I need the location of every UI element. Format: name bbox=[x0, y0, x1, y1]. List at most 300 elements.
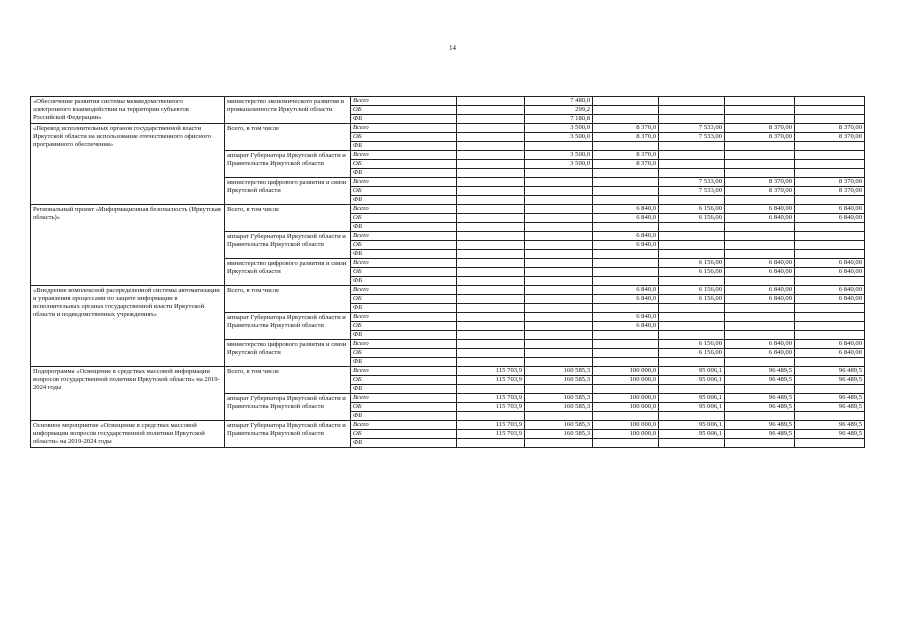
amount-cell bbox=[659, 385, 725, 394]
funding-source: Всего bbox=[351, 286, 457, 295]
amount-cell bbox=[457, 187, 525, 196]
amount-cell: 96 489,5 bbox=[795, 376, 865, 385]
amount-cell bbox=[659, 331, 725, 340]
amount-cell bbox=[525, 232, 593, 241]
row-description: Региональный проект «Информационная безопасность (Иркутская область)» bbox=[31, 205, 225, 286]
amount-cell: 6 840,00 bbox=[795, 340, 865, 349]
amount-cell: 6 840,00 bbox=[725, 349, 795, 358]
amount-cell bbox=[525, 277, 593, 286]
amount-cell bbox=[725, 97, 795, 106]
executor-cell: аппарат Губернатора Иркутской области и Правительства Иркутской области bbox=[225, 394, 351, 421]
funding-source: ОБ bbox=[351, 160, 457, 169]
amount-cell bbox=[659, 322, 725, 331]
funding-source: ОБ bbox=[351, 214, 457, 223]
amount-cell: 6 156,00 bbox=[659, 286, 725, 295]
amount-cell: 95 006,1 bbox=[659, 403, 725, 412]
funding-source: Всего bbox=[351, 340, 457, 349]
amount-cell bbox=[457, 106, 525, 115]
funding-source: ФБ bbox=[351, 250, 457, 259]
amount-cell bbox=[525, 412, 593, 421]
amount-cell bbox=[457, 160, 525, 169]
amount-cell: 8 370,00 bbox=[795, 124, 865, 133]
amount-cell: 6 840,00 bbox=[725, 295, 795, 304]
amount-cell: 3 500,0 bbox=[525, 124, 593, 133]
amount-cell: 6 840,0 bbox=[593, 313, 659, 322]
row-description: Основное мероприятие «Освещение в средствах массовой информации вопросов государственной политики Иркутской области» на 2019-2024 годы bbox=[31, 421, 225, 448]
amount-cell: 6 840,00 bbox=[795, 205, 865, 214]
amount-cell: 6 156,00 bbox=[659, 205, 725, 214]
amount-cell: 96 489,5 bbox=[725, 430, 795, 439]
amount-cell: 95 006,1 bbox=[659, 376, 725, 385]
amount-cell: 6 156,00 bbox=[659, 340, 725, 349]
amount-cell bbox=[457, 214, 525, 223]
amount-cell: 96 489,5 bbox=[795, 430, 865, 439]
amount-cell: 7 533,00 bbox=[659, 187, 725, 196]
amount-cell bbox=[795, 331, 865, 340]
amount-cell bbox=[795, 277, 865, 286]
amount-cell bbox=[525, 295, 593, 304]
amount-cell bbox=[593, 268, 659, 277]
amount-cell bbox=[525, 304, 593, 313]
funding-source: Всего bbox=[351, 232, 457, 241]
amount-cell bbox=[457, 115, 525, 124]
executor-cell: Всего, в том числе bbox=[225, 367, 351, 394]
amount-cell bbox=[457, 295, 525, 304]
amount-cell bbox=[457, 169, 525, 178]
amount-cell bbox=[659, 277, 725, 286]
amount-cell bbox=[725, 232, 795, 241]
funding-source: ОБ bbox=[351, 106, 457, 115]
row-description: «Перевод исполнительных органов государственной власти Иркутской области на использование отечественного офисного программного обеспечения» bbox=[31, 124, 225, 205]
amount-cell: 6 840,00 bbox=[795, 268, 865, 277]
amount-cell bbox=[725, 196, 795, 205]
amount-cell: 6 840,0 bbox=[593, 205, 659, 214]
funding-source: ОБ bbox=[351, 403, 457, 412]
amount-cell bbox=[457, 277, 525, 286]
funding-source: Всего bbox=[351, 205, 457, 214]
amount-cell bbox=[593, 412, 659, 421]
budget-table bbox=[30, 96, 865, 448]
executor-cell: Всего, в том числе bbox=[225, 286, 351, 313]
funding-source: Всего bbox=[351, 259, 457, 268]
funding-source: ОБ bbox=[351, 349, 457, 358]
amount-cell bbox=[457, 304, 525, 313]
amount-cell: 6 840,00 bbox=[725, 268, 795, 277]
amount-cell: 6 840,0 bbox=[593, 232, 659, 241]
funding-source: ФБ bbox=[351, 115, 457, 124]
amount-cell bbox=[525, 241, 593, 250]
amount-cell bbox=[593, 106, 659, 115]
amount-cell: 160 585,3 bbox=[525, 430, 593, 439]
amount-cell: 6 840,00 bbox=[795, 259, 865, 268]
amount-cell bbox=[725, 241, 795, 250]
amount-cell: 8 370,0 bbox=[593, 124, 659, 133]
amount-cell: 7 533,00 bbox=[659, 133, 725, 142]
amount-cell bbox=[725, 151, 795, 160]
amount-cell: 8 370,00 bbox=[725, 133, 795, 142]
amount-cell bbox=[593, 277, 659, 286]
amount-cell bbox=[659, 439, 725, 448]
amount-cell bbox=[457, 286, 525, 295]
amount-cell bbox=[525, 196, 593, 205]
amount-cell bbox=[593, 196, 659, 205]
amount-cell bbox=[525, 205, 593, 214]
amount-cell bbox=[457, 124, 525, 133]
amount-cell bbox=[725, 223, 795, 232]
executor-cell: министерство цифрового развития и связи Иркутской области bbox=[225, 178, 351, 205]
funding-source: ОБ bbox=[351, 241, 457, 250]
amount-cell bbox=[795, 304, 865, 313]
amount-cell: 8 370,00 bbox=[795, 178, 865, 187]
amount-cell bbox=[457, 250, 525, 259]
amount-cell bbox=[525, 439, 593, 448]
amount-cell: 7 480,0 bbox=[525, 97, 593, 106]
amount-cell bbox=[725, 322, 795, 331]
amount-cell: 8 370,00 bbox=[725, 124, 795, 133]
amount-cell bbox=[795, 241, 865, 250]
funding-source: ФБ bbox=[351, 169, 457, 178]
funding-source: ФБ bbox=[351, 304, 457, 313]
amount-cell: 115 703,9 bbox=[457, 376, 525, 385]
amount-cell: 6 840,0 bbox=[593, 214, 659, 223]
amount-cell bbox=[457, 268, 525, 277]
amount-cell: 115 703,9 bbox=[457, 394, 525, 403]
amount-cell: 6 840,00 bbox=[725, 205, 795, 214]
amount-cell bbox=[525, 223, 593, 232]
table-row bbox=[31, 124, 865, 133]
table-row bbox=[31, 286, 865, 295]
amount-cell bbox=[593, 142, 659, 151]
executor-cell: аппарат Губернатора Иркутской области и Правительства Иркутской области bbox=[225, 232, 351, 259]
amount-cell bbox=[593, 439, 659, 448]
amount-cell bbox=[795, 232, 865, 241]
amount-cell: 299,2 bbox=[525, 106, 593, 115]
amount-cell: 100 000,0 bbox=[593, 421, 659, 430]
table-row bbox=[31, 205, 865, 214]
amount-cell bbox=[593, 169, 659, 178]
amount-cell bbox=[795, 385, 865, 394]
amount-cell: 7 533,00 bbox=[659, 178, 725, 187]
amount-cell bbox=[659, 313, 725, 322]
amount-cell bbox=[593, 178, 659, 187]
amount-cell bbox=[725, 160, 795, 169]
amount-cell bbox=[659, 304, 725, 313]
amount-cell: 160 585,3 bbox=[525, 376, 593, 385]
amount-cell bbox=[795, 313, 865, 322]
amount-cell: 96 489,5 bbox=[795, 394, 865, 403]
amount-cell bbox=[725, 250, 795, 259]
amount-cell bbox=[593, 385, 659, 394]
executor-cell: аппарат Губернатора Иркутской области и Правительства Иркутской области bbox=[225, 421, 351, 448]
table-row bbox=[31, 367, 865, 376]
amount-cell bbox=[659, 160, 725, 169]
amount-cell bbox=[659, 169, 725, 178]
amount-cell: 7 533,00 bbox=[659, 124, 725, 133]
amount-cell bbox=[593, 304, 659, 313]
amount-cell: 100 000,0 bbox=[593, 403, 659, 412]
funding-source: ОБ bbox=[351, 430, 457, 439]
amount-cell bbox=[725, 439, 795, 448]
amount-cell: 100 000,0 bbox=[593, 376, 659, 385]
executor-cell: министерство цифрового развития и связи Иркутской области bbox=[225, 340, 351, 367]
amount-cell: 6 156,00 bbox=[659, 295, 725, 304]
funding-source: ФБ bbox=[351, 142, 457, 151]
amount-cell bbox=[457, 205, 525, 214]
amount-cell bbox=[659, 151, 725, 160]
amount-cell: 6 840,00 bbox=[795, 295, 865, 304]
amount-cell: 95 006,1 bbox=[659, 367, 725, 376]
amount-cell bbox=[795, 250, 865, 259]
amount-cell: 8 370,0 bbox=[593, 133, 659, 142]
amount-cell bbox=[457, 223, 525, 232]
amount-cell bbox=[659, 223, 725, 232]
amount-cell bbox=[525, 142, 593, 151]
funding-source: Всего bbox=[351, 421, 457, 430]
amount-cell: 8 370,0 bbox=[593, 160, 659, 169]
amount-cell bbox=[525, 178, 593, 187]
amount-cell bbox=[795, 439, 865, 448]
funding-source: Всего bbox=[351, 367, 457, 376]
amount-cell bbox=[525, 340, 593, 349]
amount-cell: 96 489,5 bbox=[795, 367, 865, 376]
amount-cell bbox=[795, 97, 865, 106]
funding-source: ОБ bbox=[351, 322, 457, 331]
page-number: 14 bbox=[449, 44, 456, 52]
amount-cell bbox=[593, 187, 659, 196]
row-description: Подпрограмма «Освещение в средствах массовой информации вопросов государственной политики Иркутской области» на 2019-2024 годы bbox=[31, 367, 225, 421]
amount-cell bbox=[795, 196, 865, 205]
table-row bbox=[31, 421, 865, 430]
amount-cell bbox=[525, 214, 593, 223]
amount-cell: 6 156,00 bbox=[659, 349, 725, 358]
amount-cell bbox=[525, 187, 593, 196]
amount-cell bbox=[659, 241, 725, 250]
amount-cell bbox=[659, 412, 725, 421]
funding-source: Всего bbox=[351, 178, 457, 187]
amount-cell: 6 840,00 bbox=[725, 340, 795, 349]
amount-cell: 6 840,0 bbox=[593, 286, 659, 295]
amount-cell bbox=[725, 169, 795, 178]
amount-cell bbox=[795, 115, 865, 124]
amount-cell bbox=[593, 97, 659, 106]
amount-cell: 160 585,3 bbox=[525, 421, 593, 430]
amount-cell: 96 489,5 bbox=[725, 421, 795, 430]
executor-cell: Всего, в том числе bbox=[225, 205, 351, 232]
funding-source: ФБ bbox=[351, 331, 457, 340]
amount-cell bbox=[725, 106, 795, 115]
amount-cell bbox=[725, 304, 795, 313]
amount-cell bbox=[795, 412, 865, 421]
amount-cell bbox=[659, 250, 725, 259]
amount-cell bbox=[725, 142, 795, 151]
funding-source: ФБ bbox=[351, 412, 457, 421]
amount-cell bbox=[457, 385, 525, 394]
funding-source: ОБ bbox=[351, 187, 457, 196]
amount-cell: 6 156,00 bbox=[659, 259, 725, 268]
amount-cell: 6 840,00 bbox=[725, 259, 795, 268]
amount-cell: 6 156,00 bbox=[659, 214, 725, 223]
amount-cell bbox=[525, 250, 593, 259]
amount-cell: 96 489,5 bbox=[795, 403, 865, 412]
funding-source: ОБ bbox=[351, 295, 457, 304]
amount-cell bbox=[659, 196, 725, 205]
funding-source: ОБ bbox=[351, 268, 457, 277]
amount-cell bbox=[659, 106, 725, 115]
amount-cell bbox=[525, 286, 593, 295]
amount-cell bbox=[725, 313, 795, 322]
amount-cell bbox=[525, 259, 593, 268]
amount-cell bbox=[725, 331, 795, 340]
amount-cell: 6 840,0 bbox=[593, 241, 659, 250]
amount-cell bbox=[525, 313, 593, 322]
executor-cell: Всего, в том числе bbox=[225, 124, 351, 151]
amount-cell bbox=[795, 106, 865, 115]
amount-cell bbox=[795, 142, 865, 151]
amount-cell: 6 840,00 bbox=[725, 286, 795, 295]
amount-cell bbox=[795, 358, 865, 367]
amount-cell bbox=[725, 358, 795, 367]
amount-cell bbox=[593, 358, 659, 367]
funding-source: ФБ bbox=[351, 439, 457, 448]
funding-source: ФБ bbox=[351, 277, 457, 286]
amount-cell bbox=[457, 313, 525, 322]
amount-cell bbox=[525, 385, 593, 394]
funding-source: ОБ bbox=[351, 376, 457, 385]
amount-cell: 8 370,00 bbox=[795, 187, 865, 196]
amount-cell bbox=[795, 223, 865, 232]
amount-cell bbox=[457, 133, 525, 142]
amount-cell: 3 500,0 bbox=[525, 160, 593, 169]
row-description: «Обеспечение развития системы межведомственного электронного взаимодействия на территории субъектов Российской Федерации» bbox=[31, 97, 225, 124]
amount-cell bbox=[525, 331, 593, 340]
amount-cell: 96 489,5 bbox=[795, 421, 865, 430]
amount-cell bbox=[457, 340, 525, 349]
funding-source: Всего bbox=[351, 151, 457, 160]
amount-cell: 160 585,3 bbox=[525, 394, 593, 403]
amount-cell bbox=[525, 169, 593, 178]
amount-cell bbox=[457, 142, 525, 151]
amount-cell bbox=[457, 358, 525, 367]
table-row bbox=[31, 97, 865, 106]
funding-source: Всего bbox=[351, 124, 457, 133]
amount-cell: 95 006,1 bbox=[659, 421, 725, 430]
amount-cell bbox=[795, 322, 865, 331]
amount-cell bbox=[659, 97, 725, 106]
amount-cell: 95 006,1 bbox=[659, 430, 725, 439]
amount-cell bbox=[525, 358, 593, 367]
amount-cell: 7 180,8 bbox=[525, 115, 593, 124]
amount-cell: 95 006,1 bbox=[659, 394, 725, 403]
row-description: «Внедрение комплексной распределенной системы автоматизации и управления процессами по защите информации в исполнительных органах государственной власти Иркутской области и подведомственных учреждениях» bbox=[31, 286, 225, 367]
amount-cell bbox=[593, 331, 659, 340]
amount-cell bbox=[593, 340, 659, 349]
amount-cell bbox=[457, 241, 525, 250]
amount-cell: 100 000,0 bbox=[593, 394, 659, 403]
amount-cell: 6 156,00 bbox=[659, 268, 725, 277]
amount-cell bbox=[659, 358, 725, 367]
amount-cell: 3 500,0 bbox=[525, 133, 593, 142]
amount-cell: 96 489,5 bbox=[725, 367, 795, 376]
funding-source: Всего bbox=[351, 313, 457, 322]
amount-cell bbox=[795, 169, 865, 178]
funding-source: ФБ bbox=[351, 385, 457, 394]
funding-source: ОБ bbox=[351, 133, 457, 142]
amount-cell: 100 000,0 bbox=[593, 430, 659, 439]
funding-source: Всего bbox=[351, 394, 457, 403]
amount-cell bbox=[457, 412, 525, 421]
amount-cell bbox=[659, 142, 725, 151]
amount-cell bbox=[593, 115, 659, 124]
amount-cell: 8 370,00 bbox=[725, 187, 795, 196]
amount-cell bbox=[457, 232, 525, 241]
amount-cell: 6 840,0 bbox=[593, 322, 659, 331]
amount-cell bbox=[457, 178, 525, 187]
amount-cell bbox=[457, 97, 525, 106]
amount-cell: 115 703,9 bbox=[457, 430, 525, 439]
amount-cell bbox=[795, 151, 865, 160]
amount-cell bbox=[457, 331, 525, 340]
amount-cell bbox=[725, 412, 795, 421]
amount-cell: 115 703,9 bbox=[457, 403, 525, 412]
amount-cell: 96 489,5 bbox=[725, 403, 795, 412]
executor-cell: аппарат Губернатора Иркутской области и Правительства Иркутской области bbox=[225, 313, 351, 340]
amount-cell: 115 703,9 bbox=[457, 421, 525, 430]
executor-cell: министерство цифрового развития и связи Иркутской области bbox=[225, 259, 351, 286]
funding-source: ФБ bbox=[351, 223, 457, 232]
amount-cell bbox=[593, 349, 659, 358]
amount-cell: 8 370,00 bbox=[795, 133, 865, 142]
amount-cell bbox=[659, 115, 725, 124]
amount-cell bbox=[525, 322, 593, 331]
funding-source: ФБ bbox=[351, 358, 457, 367]
amount-cell bbox=[457, 196, 525, 205]
amount-cell bbox=[457, 439, 525, 448]
amount-cell bbox=[457, 151, 525, 160]
amount-cell bbox=[457, 322, 525, 331]
amount-cell bbox=[525, 268, 593, 277]
amount-cell bbox=[593, 223, 659, 232]
amount-cell bbox=[457, 259, 525, 268]
amount-cell: 6 840,00 bbox=[795, 349, 865, 358]
amount-cell: 115 703,9 bbox=[457, 367, 525, 376]
amount-cell: 3 500,0 bbox=[525, 151, 593, 160]
amount-cell: 160 585,3 bbox=[525, 403, 593, 412]
funding-source: Всего bbox=[351, 97, 457, 106]
amount-cell: 160 585,3 bbox=[525, 367, 593, 376]
amount-cell bbox=[725, 277, 795, 286]
amount-cell bbox=[457, 349, 525, 358]
amount-cell: 96 489,5 bbox=[725, 376, 795, 385]
executor-cell: министерство экономического развития и промышленности Иркутской области bbox=[225, 97, 351, 124]
amount-cell: 8 370,0 bbox=[593, 151, 659, 160]
amount-cell bbox=[525, 349, 593, 358]
amount-cell bbox=[659, 232, 725, 241]
amount-cell: 6 840,00 bbox=[725, 214, 795, 223]
amount-cell: 6 840,00 bbox=[795, 214, 865, 223]
amount-cell: 100 000,0 bbox=[593, 367, 659, 376]
amount-cell bbox=[725, 385, 795, 394]
amount-cell: 6 840,0 bbox=[593, 295, 659, 304]
amount-cell: 6 840,00 bbox=[795, 286, 865, 295]
funding-source: ФБ bbox=[351, 196, 457, 205]
amount-cell bbox=[593, 259, 659, 268]
amount-cell: 96 489,5 bbox=[725, 394, 795, 403]
amount-cell bbox=[795, 160, 865, 169]
amount-cell bbox=[593, 250, 659, 259]
amount-cell: 8 370,00 bbox=[725, 178, 795, 187]
executor-cell: аппарат Губернатора Иркутской области и Правительства Иркутской области bbox=[225, 151, 351, 178]
amount-cell bbox=[725, 115, 795, 124]
